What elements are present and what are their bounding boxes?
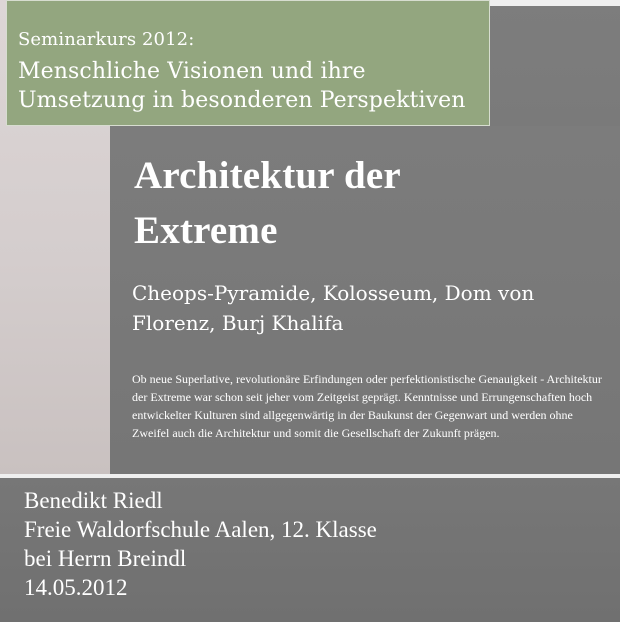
seminar-title-line-2: Umsetzung in besonderen Perspektiven	[18, 88, 466, 113]
page-title-line-1: Architektur der	[134, 154, 401, 197]
subtitle	[132, 278, 612, 338]
seminar-label: Seminarkurs 2012:	[18, 29, 195, 50]
subtitle-line-1: Cheops-Pyramide, Kolosseum, Dom von	[132, 281, 535, 305]
seminar-title	[18, 57, 489, 115]
page-title-line-2: Extreme	[134, 209, 278, 252]
school-name: Freie Waldorfschule Aalen, 12. Klasse	[24, 517, 377, 542]
author-name: Benedikt Riedl	[24, 488, 163, 513]
page-title	[134, 148, 602, 258]
author-block	[24, 486, 584, 602]
seminar-title-line-1: Menschliche Visionen und ihre	[18, 59, 366, 84]
seminar-info-box	[6, 0, 490, 126]
date-text: 14.05.2012	[24, 575, 128, 600]
subtitle-line-2: Florenz, Burj Khalifa	[132, 311, 344, 335]
description-text: Ob neue Superlative, revolutionäre Erfindungen oder perfektionistische Genauigkeit - Architektur der Extreme war schon seit jeher vom Zeitgeist geprägt. Kenntnisse und Errungenschaften hoch entwickelter Kulturen sind allgegenwärtig in der Baukunst der Gegenwart und werden ohne Zweifel auch die Architektur und somit die Gesellschaft der Zukunft prägen.	[132, 372, 602, 440]
teacher-name: bei Herrn Breindl	[24, 546, 187, 571]
author-panel	[0, 478, 620, 622]
main-content-panel	[110, 126, 620, 474]
